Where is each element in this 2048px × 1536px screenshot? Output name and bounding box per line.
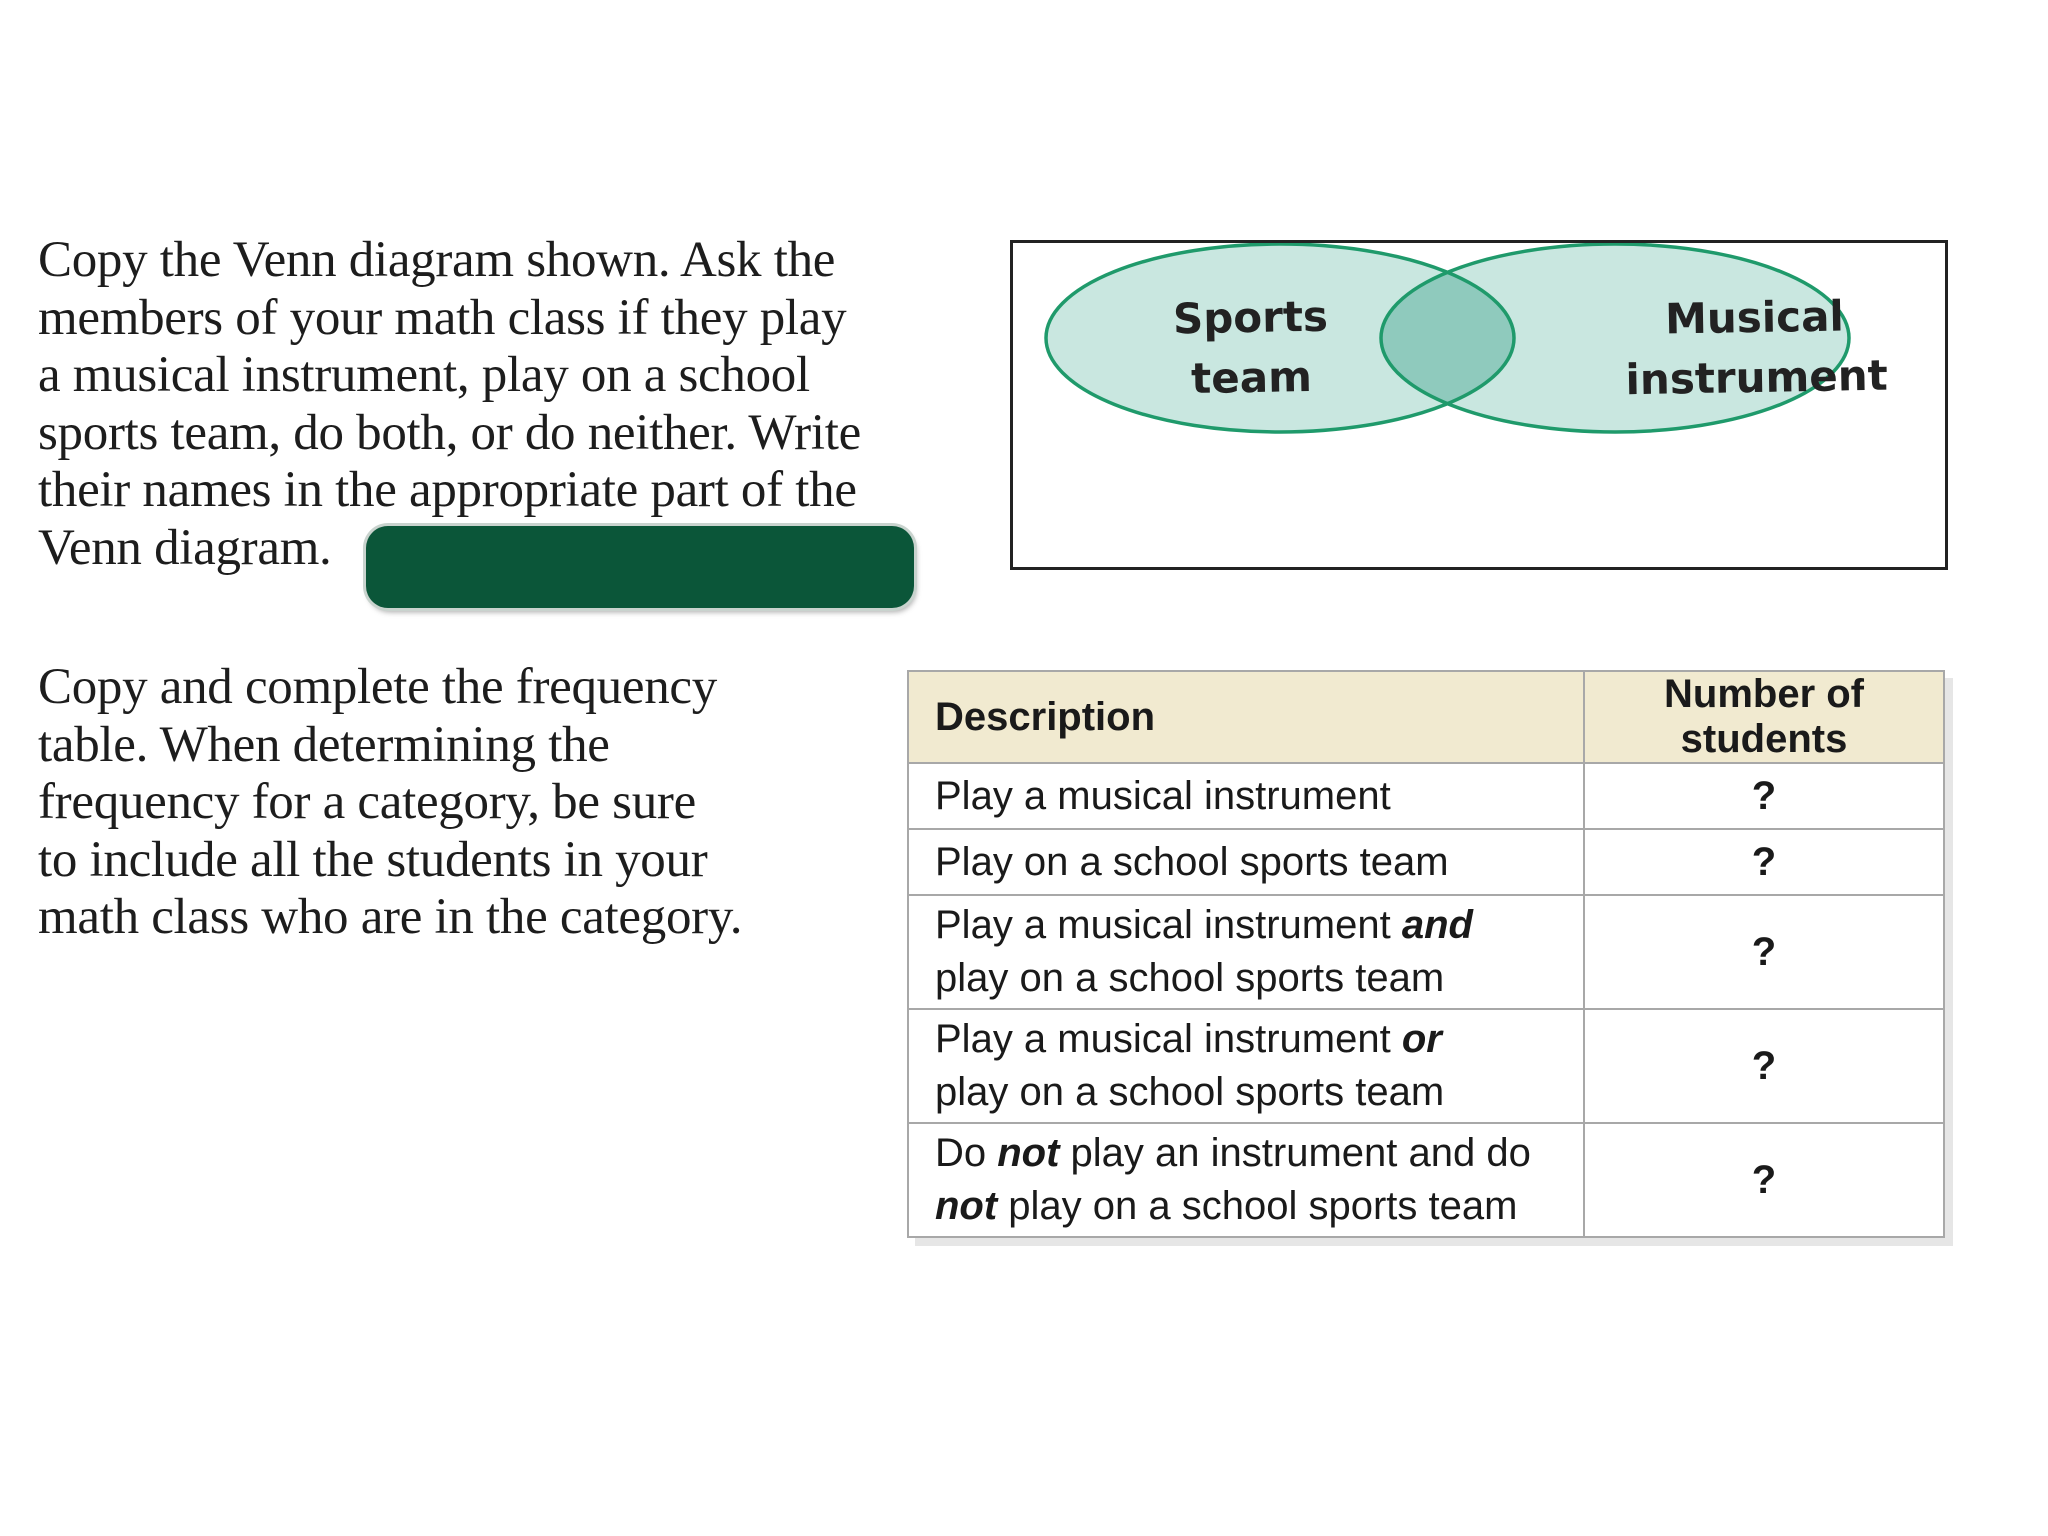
sports-team-label: [1140, 286, 1362, 410]
paragraph-line: to include all the students in your: [38, 831, 708, 888]
redaction-bar: [366, 526, 914, 608]
paragraph-line: math class who are in the category.: [38, 889, 743, 945]
musical-instrument-label: [1624, 286, 1889, 411]
table-header-row: [908, 671, 1944, 763]
table-row: [908, 1009, 1944, 1123]
venn-diagram: [1010, 240, 1948, 570]
emphasis-text: or: [1401, 1017, 1442, 1061]
paragraph-line: Copy and complete the frequency: [38, 659, 717, 715]
musical-instrument-label-line: Musical: [1664, 291, 1845, 344]
description-text: Play on a school sports team: [935, 839, 1449, 884]
paragraph-line: Venn diagram.: [38, 519, 332, 576]
count-header: Number of students: [1584, 671, 1944, 763]
emphasis-text: not: [997, 1131, 1060, 1175]
description-text: play on a school sports team: [935, 1070, 1445, 1114]
description-text: play an instrument and do: [1059, 1131, 1531, 1175]
musical-instrument-label-line: instrument: [1625, 350, 1889, 405]
frequency-table: [907, 670, 1945, 1238]
paragraph-line: a musical instrument, play on a school: [38, 347, 810, 403]
row-description: [908, 895, 1584, 1009]
emphasis-text: and: [1401, 903, 1473, 947]
description-text: play on a school sports team: [935, 956, 1445, 1000]
sports-team-label-line: team: [1190, 351, 1313, 404]
paragraph-line: frequency for a category, be sure: [38, 774, 696, 830]
paragraph-line: Copy the Venn diagram shown. Ask the: [38, 232, 836, 288]
row-count: ?: [1584, 829, 1944, 895]
paragraph-line: table. When determining the: [38, 716, 610, 773]
table-row: [908, 895, 1944, 1009]
row-description: [908, 1009, 1584, 1123]
paragraph-line: their names in the appropriate part of the: [38, 462, 857, 518]
row-count: ?: [1584, 895, 1944, 1009]
description-text: Play a musical instrument: [935, 903, 1402, 947]
row-count: ?: [1584, 763, 1944, 829]
row-description: [908, 1123, 1584, 1237]
description-text: Do: [935, 1131, 998, 1175]
sports-team-label-line: Sports: [1172, 291, 1329, 344]
table-row: [908, 763, 1944, 829]
row-description: [908, 763, 1584, 829]
description-header: Description: [908, 671, 1584, 763]
description-text: Play a musical instrument: [935, 773, 1391, 818]
row-count: ?: [1584, 1123, 1944, 1237]
paragraph-line: members of your math class if they play: [38, 289, 847, 346]
description-text: Play a musical instrument: [935, 1017, 1402, 1061]
emphasis-text: not: [935, 1184, 998, 1228]
row-count: ?: [1584, 1009, 1944, 1123]
frequency-table-instructions-paragraph: [38, 659, 742, 947]
description-text: play on a school sports team: [997, 1184, 1518, 1228]
row-description: [908, 829, 1584, 895]
table-row: [908, 1123, 1944, 1237]
table-row: [908, 829, 1944, 895]
paragraph-line: sports team, do both, or do neither. Write: [38, 404, 861, 461]
